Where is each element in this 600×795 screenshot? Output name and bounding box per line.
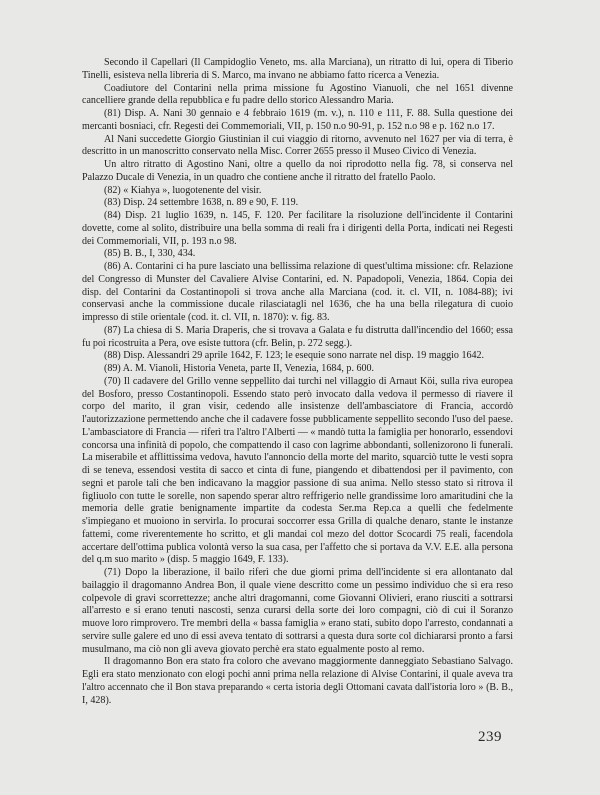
footnote: (86) A. Contarini ci ha pure lasciato una bellissima relazione di quest'ultima missione: cfr. Relazione del Congresso di Munster del Cavaliere Alvise Contarini, ed. N. Papadopoli, Venezia, 1864. Copia dei disp. del Contarini da Costantinopoli si trova anche alla Marciana (cod. it. cl. VII, n. 1084-88); ivi conservasi anche la commissione ducale rilasciatagli nel 1636, che ha una bella rilegatura di cuoio impresso di stile orientale (cod. it. cl. VII, n. 1870): v. fig. 83.	[82, 261, 513, 323]
footnote: (84) Disp. 21 luglio 1639, n. 145, F. 120. Per facilitare la risoluzione dell'incidente il Contarini dovette, come al solito, distribuire una bella somma di reali fra i dirigenti della Porta, indicati nei Regesti dei Commemoriali, VII, p. 193 n.o 98.	[82, 210, 513, 247]
footnote: (85) B. B., I, 330, 434.	[104, 248, 196, 260]
paragraph: Coadiutore del Contarini nella prima missione fu Agostino Vianuoli, che nel 1651 divenne cancelliere grande della repubblica e fu padre dello storico Alessandro Maria.	[82, 82, 513, 107]
paragraph: Un altro ritratto di Agostino Nani, oltre a quello da noi riprodotto nella fig. 78, si conserva nel Palazzo Ducale di Venezia, in un quadro che contiene anche il ritratto del fratello Paolo.	[82, 159, 513, 183]
body-text	[82, 57, 513, 707]
footnote: (70) Il cadavere del Grillo venne seppellito dai turchi nel villaggio di Arnaut Köi, sulla riva europea del Bosforo, presso Costantinopoli. Essendo stato però invocato dalla vedova il permesso di riavere il corpo del marito, il gran visir, cedendo alle insistenze dell'ambasciatore di Francia, accordò l'autorizzazione permettendo anche che il cadavere fosse pubblicamente seppellito secondo l'uso del paese. L'ambasciatore di Francia — riferì tra l'altro l'Alberti — « mandò tutta la famiglia per honorarlo, essendovi concorsa una infinità di popolo, che compattendo il caso con lagrime abbondanti, sollenizorono li funerali. La miserabile et afflittissima vedova, havuto l'annoncio della morte del marito, squarciò tutte le vesti sopra di se teneva, essendosi vestita di sacco et cinta di fune, piangendo et dibattendosi per il pavimento, con segni et parole tali che ben indicavano la maggior passione di sua anima. Nello stesso stato si ritrova il figliuolo con tutte le sorelle, non sapendo sperar altro reffrigerio nelle grandissime loro amaritudini che la memoria delle gratie benignamente impartite da codesta Ser.ma Rep.ca a quelli che fedelmente s'impiegano et muoiono in servirla. Io procurai soccorrer essa Grilla di qualche denaro, stante le instanze fattemi, come riverentemente ho scritto, et gli mandai col mezo del dottor Scocardi 75 reali, facendola accertare dell'ottima publica volontà verso la sua casa, per l'affetto che si portava da V.V. E.E. alla persona del q.m suo marito » (disp. 5 maggio 1649, F. 133).	[82, 375, 513, 566]
paragraph: Il dragomanno Bon era stato fra coloro che avevano maggiormente danneggiato Sebastiano Salvago. Egli era stato menzionato con elogi pochi anni prima nella relazione di Alvise Contarini, il quale aveva tra l'altro accennato che il Bon stava preparando « certa istoria degli Ottomani cavata dall'istoria loro » (B. B., I, 428).	[82, 656, 513, 706]
footnote: (88) Disp. Alessandri 29 aprile 1642, F. 123; le esequie sono narrate nel disp. 19 maggio 1642.	[104, 350, 485, 362]
footnote: (89) A. M. Vianoli, Historia Veneta, parte II, Venezia, 1684, p. 600.	[104, 363, 375, 374]
footnote: (83) Disp. 24 settembre 1638, n. 89 e 90, F. 119.	[104, 197, 299, 209]
footnote: (71) Dopo la liberazione, il bailo riferì che due giorni prima dell'incidente si era allontanato dal bailaggio il dragomanno Andrea Bon, il quale viene descritto come un pessimo individuo che si era reso colpevole di gravi scorrettezze; anche altri dragomanni, come Giovanni Olivieri, erano riusciti a sottrarsi all'arresto e si erano tenuti nascosti, senza curarsi della sorte dei loro compagni, ciò di cui il Soranzo muove loro rimprovero. Tre membri della « bassa famiglia » erano stati, subito dopo l'arresto, condannati a servire sulle galere ed uno di essi aveva tentato di sottrarsi a questa dura sorte col dichiararsi pronto a farsi musulmano, ma ciò non gli aveva giovato perchè era stato egualmente posto al remo.	[82, 567, 513, 655]
paragraph: Al Nani succedette Giorgio Giustinian il cui viaggio di ritorno, avvenuto nel 1627 per via di terra, è descritto in un manoscritto conservato nella Misc. Correr 2655 presso il Museo Civico di Venezia.	[82, 133, 513, 158]
footnote: (81) Disp. A. Nani 30 gennaio e 4 febbraio 1619 (m. v.), n. 110 e 111, F. 88. Sulla questione dei mercanti bosniaci, cfr. Regesti dei Commemoriali, VII, p. 150 n.o 90-91, p. 152 n.o 98 e p. 162 n.o 17.	[82, 108, 513, 132]
paragraph: Secondo il Capellari (Il Campidoglio Veneto, ms. alla Marciana), un ritratto di lui, opera di Tiberio Tinelli, esisteva nella libreria di S. Marco, ma invano ne abbiamo fatto ricerca a Venezia.	[82, 57, 513, 81]
footnote: (87) La chiesa di S. Maria Draperis, che si trovava a Galata e fu distrutta dall'incendio del 1660; essa fu poi ricostruita a Pera, ove esiste tuttora (cfr. Belin, p. 272 segg.).	[82, 324, 513, 349]
footnote: (82) « Kiahya », luogotenente del visir.	[104, 184, 262, 196]
page-number: 239	[478, 729, 502, 745]
